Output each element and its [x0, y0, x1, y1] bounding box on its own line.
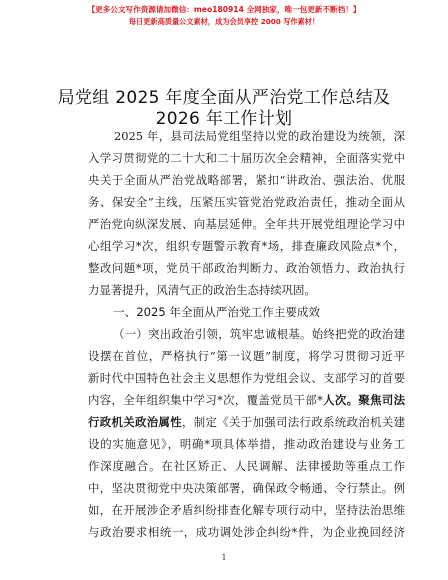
promo-banner [0, 4, 448, 28]
para1-line-2: 设摆在首位，严格执行“第一议题”制度，将学习贯彻习近平 [88, 349, 405, 363]
para1-line-5-rest: ，制定《关于加强司法行政系统政治机关建 [182, 415, 405, 429]
promo-banner-line1: 【更多公文写作资源请加微信：meo180914 全网独家，唯一包更新不断档！】 [87, 5, 361, 14]
promo-banner-line2: 每日更新高质量公文素材，成为会员享控 2000 写作素材！ [128, 17, 320, 26]
intro-line-6: 心组学习*次，组织专题警示教育*场，排查廉政风险点*个， [88, 239, 405, 253]
para1-line-5 [88, 411, 405, 433]
document-title-line2: 2026 年工作计划 [155, 109, 293, 129]
para1-line-3: 新时代中国特色社会主义思想作为党组会议、支部学习的首要 [88, 371, 405, 385]
document-title-line1: 局党组 2025 年度全面从严治党工作总结及 [57, 88, 391, 108]
intro-line-7: 整改问题*项，党员干部政治判断力、政治领悟力、政治执行 [88, 261, 405, 275]
para1-line-9: 如，在开展涉企矛盾纠纷排查化解专项行动中，坚持法治思维 [88, 503, 405, 517]
para1-line-5-bold: 行政机关政治属性 [88, 415, 183, 429]
para1-line-6: 设的实施意见》，明确*项具体举措，推动政治建设与业务工 [88, 437, 405, 451]
intro-line-2: 入学习贯彻党的二十大和二十届历次全会精神，全面落实党中 [88, 151, 405, 165]
para1-line-1 [113, 323, 405, 345]
para1-line-4-start: 内容，全年组织集中学习*次，覆盖党员干部* [88, 393, 323, 407]
intro-line-5: 严治党向纵深发展、向基层延伸。全年共开展党组理论学习中 [88, 217, 405, 231]
para1-line-1-rest: 始终把党的政治建 [311, 327, 405, 341]
intro-line-8: 力显著提升，风清气正的政治生态持续巩固。 [88, 283, 316, 297]
document-title [0, 88, 448, 130]
para1-line-1-start: （一）突出政治引领，筑牢忠诚根基。 [113, 327, 312, 341]
section-heading-1: 一、2025 年全面从严治党工作主要成效 [113, 305, 321, 319]
para1-line-4 [88, 389, 405, 411]
para1-line-10: 与政治要求相统一，成功调处涉企纠纷*件，为企业挽回经济 [88, 525, 405, 539]
intro-line-3: 央关于全面从严治党战略部署，紧扣“讲政治、强法治、优服 [88, 173, 405, 187]
page-number: 1 [221, 553, 227, 562]
para1-line-8: 中，坚决贯彻党中央决策部署，确保政令畅通、令行禁止。例 [88, 481, 405, 495]
para1-line-7: 作深度融合。在社区矫正、人民调解、法律援助等重点工作 [88, 459, 405, 473]
para1-line-4-bold: 人次。聚焦司法 [322, 393, 405, 407]
intro-line-1: 2025 年，县司法局党组坚持以党的政治建设为统领，深 [114, 129, 405, 143]
intro-line-4: 务、保安全”主线，压紧压实管党治党政治责任，推动全面从 [88, 195, 405, 209]
